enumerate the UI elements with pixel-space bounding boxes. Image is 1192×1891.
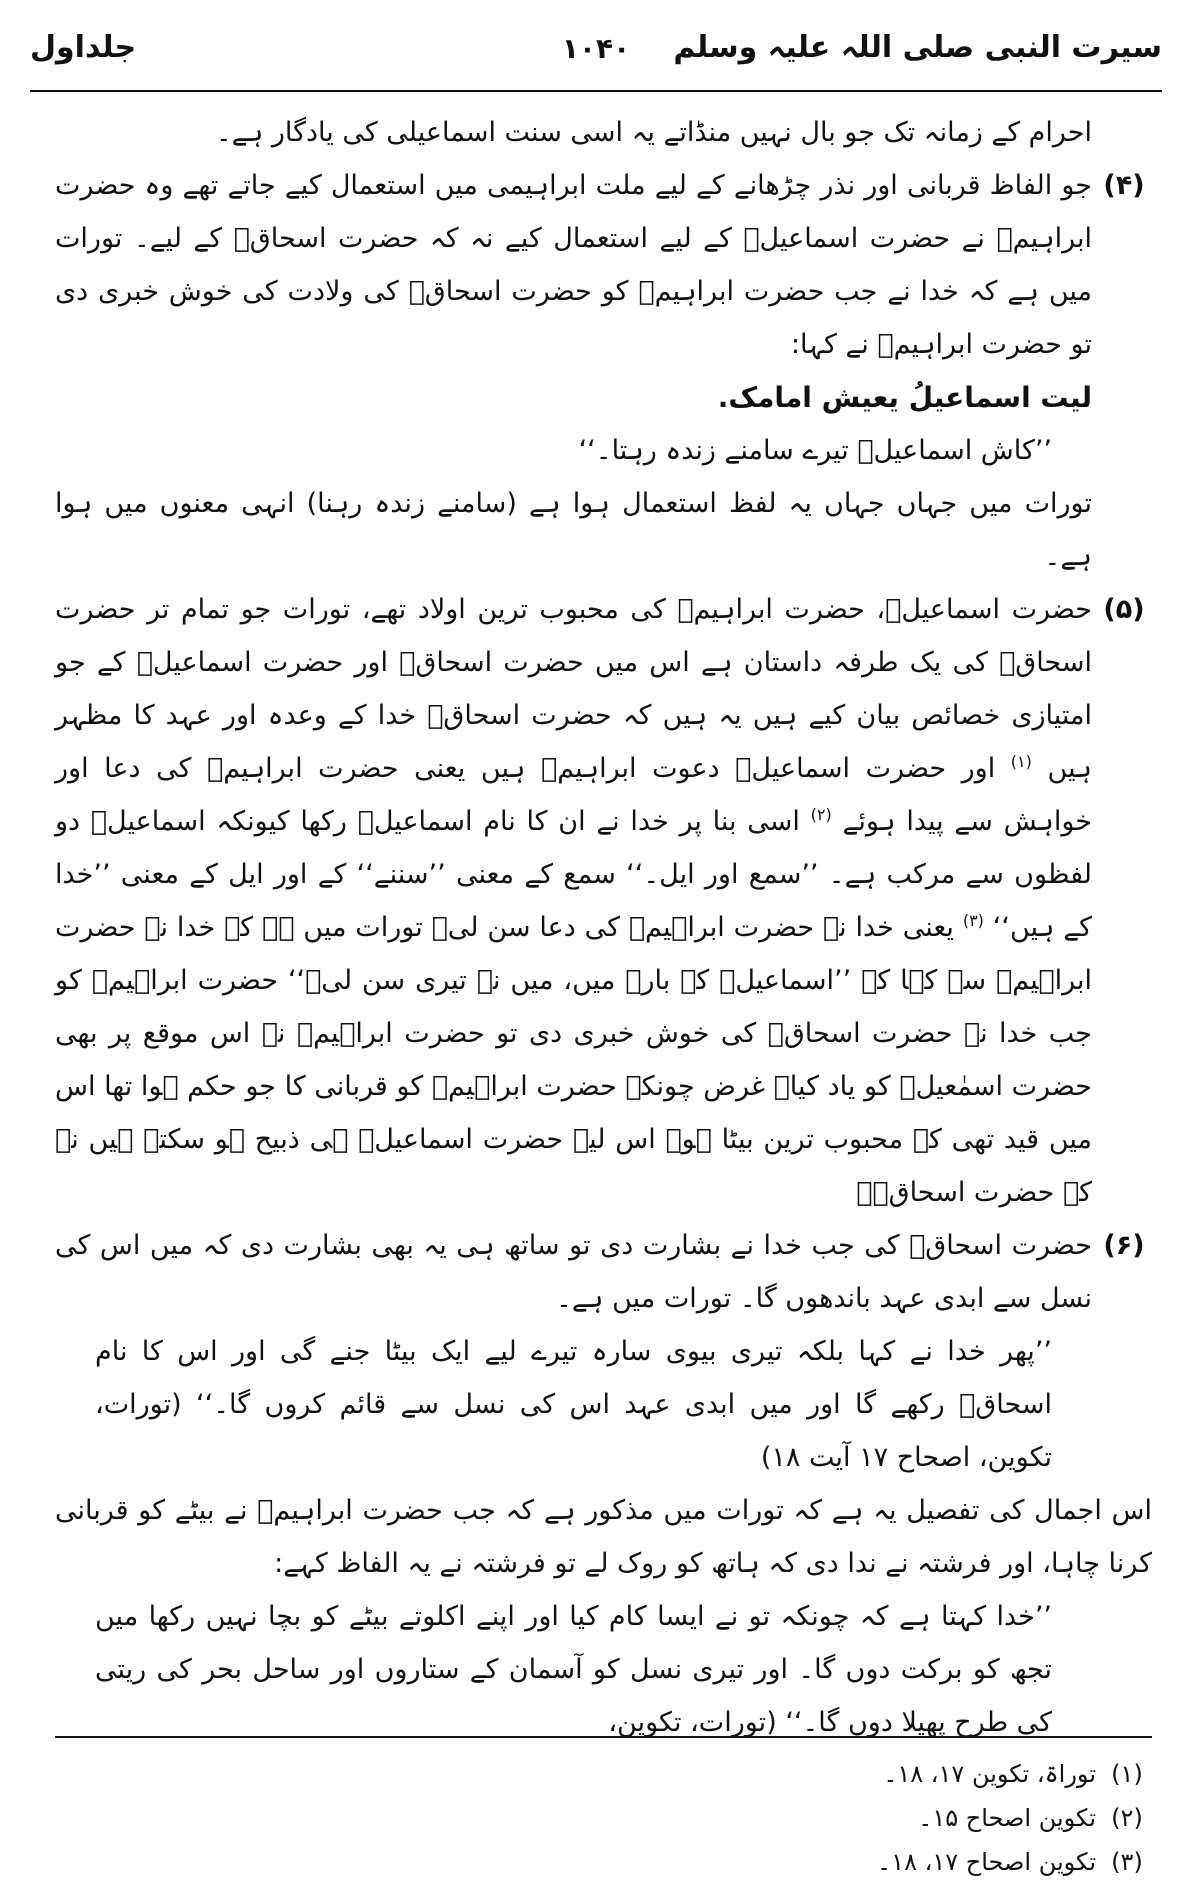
item-4-text: جو الفاظ قربانی اور نذر چڑھانے کے لیے ملت ابراہیمی میں استعمال کیے جاتے تھے وہ حضرت ابراہیمؑ نے حضرت اسماعیلؑ کے لیے استعمال کیے نہ کہ حضرت اسحاقؑ کے لیے۔ تورات میں ہے کہ خدا نے جب حضرت ابراہیمؑ کو حضرت اسحاقؑ کی ولادت کی خوش خبری دی تو حضرت ابراہیمؑ نے کہا: — [55, 170, 1092, 360]
arabic-quote: لیت اسماعیلُ یعیش امامک. — [717, 381, 1092, 414]
footnote-ref-3[interactable]: (۳) — [962, 911, 984, 930]
item-5-part-4: یعنی خدا نے حضرت ابراہیمؑ کی دعا سن لی۔ تورات میں ہے کہ خدا نے حضرت ابراہیمؑ سے کہا کہ ’’اسماعیلؑ کے بارے میں، میں نے تیری سن لی۔‘‘ حضرت ابراہیمؑ کو جب خدا نے حضرت اسحاقؑ کی خوش خبری دی تو حضرت ابراہیمؑ نے اس موقع پر بھی حضرت اسمٰعیلؑ کو یاد کیا۔ غرض چونکہ حضرت ابراہیمؑ کو قربانی کا جو حکم ہوا تھا اس میں قید تھی کہ محبوب ترین بیٹا ہو۔ اس لیے حضرت اسماعیلؑ ہی ذبیح ہو سکتے ہیں نہ کہ حضرت اسحاقؑ۔ — [55, 912, 1092, 1208]
quote-torah-1: ’’پھر خدا نے کہا بلکہ تیری بیوی سارہ تیرے لیے ایک بیٹا جنے گی اور اس کا نام اسحاقؑ رکھے گا اور میں ابدی عہد اس کی نسل سے قائم کروں گا۔‘‘ (تورات، تکوین، اصحاح ۱۷ آیت ۱۸) — [95, 1336, 1052, 1473]
footnote-text: تکوین اصحاح ۱۷، ۱۸۔ — [877, 1848, 1096, 1876]
item-number: (۴) — [1103, 170, 1145, 201]
page-number: ۱۰۴۰ — [561, 32, 631, 65]
volume-label: جلداول — [30, 30, 137, 65]
footnote-ref-2[interactable]: (۲) — [810, 805, 832, 824]
quote-translation: ’’کاش اسماعیلؑ تیرے سامنے زندہ رہتا۔‘‘ — [578, 435, 1052, 466]
item-number: (۶) — [1103, 1230, 1145, 1261]
book-title: سیرت النبی صلی اللہ علیہ وسلم — [673, 30, 1162, 65]
paragraph-ihram: احرام کے زمانہ تک جو بال نہیں منڈاتے یہ اسی سنت اسماعیلی کی یادگار ہے۔ — [215, 117, 1092, 148]
paragraph-tawrat: تورات میں جہاں جہاں یہ لفظ استعمال ہوا ہے (سامنے زندہ رہنا) انہی معنوں میں ہوا ہے۔ — [55, 488, 1092, 572]
item-5-part-3: اسی بنا پر خدا نے ان کا نام اسماعیلؑ رکھا کیونکہ اسماعیلؑ دو لفظوں سے مرکب ہے۔ ’’سمع اور ایل۔‘‘ سمع کے معنی ’’سننے‘‘ کے اور ایل کے معنی ’’خدا کے ہیں‘‘ — [55, 806, 1093, 943]
item-5 — [55, 583, 1152, 1219]
footnote-ref-1[interactable]: (۱) — [1010, 752, 1032, 771]
footnote — [55, 1840, 1152, 1884]
footnote-divider — [55, 1736, 1152, 1738]
item-6-text: حضرت اسحاقؑ کی جب خدا نے بشارت دی تو ساتھ ہی یہ بھی بشارت دی کہ میں اس کی نسل سے ابدی عہد باندھوں گا۔ تورات میں ہے۔ — [55, 1230, 1092, 1314]
footnote-text: تکوین اصحاح ۱۵۔ — [918, 1804, 1096, 1832]
footnote-number: (۲) — [1111, 1804, 1143, 1832]
footnote — [55, 1796, 1152, 1840]
item-5-text — [55, 583, 1092, 1219]
item-4 — [55, 159, 1152, 371]
footnote-text: توراۃ، تکوین ۱۷، ۱۸۔ — [883, 1760, 1096, 1788]
page-header — [30, 22, 1162, 84]
item-6 — [55, 1219, 1152, 1325]
item-number: (۵) — [1103, 594, 1145, 625]
main-text — [55, 106, 1152, 1749]
footnote — [55, 1752, 1152, 1796]
paragraph-ijmal: اس اجمال کی تفصیل یہ ہے کہ تورات میں مذکور ہے کہ جب حضرت ابراہیمؑ نے بیٹے کو قربانی کرنا چاہا، اور فرشتہ نے ندا دی کہ ہاتھ کو روک لے تو فرشتہ نے یہ الفاظ کہے: — [55, 1495, 1152, 1579]
item-5-part-1: حضرت اسماعیلؑ، حضرت ابراہیمؑ کی محبوب ترین اولاد تھے، تورات جو تمام تر حضرت اسحاقؑ کی یک طرفہ داستان ہے اس میں حضرت اسحاقؑ اور حضرت اسماعیلؑ کے جو امتیازی خصائص بیان کیے ہیں یہ ہیں کہ حضرت اسحاقؑ خدا کے وعدہ اور عہد کا مظہر ہیں — [55, 594, 1092, 784]
header-divider — [30, 90, 1162, 92]
footnote-number: (۳) — [1111, 1848, 1143, 1876]
footnotes — [55, 1752, 1152, 1884]
quote-torah-2: ’’خدا کہتا ہے کہ چونکہ تو نے ایسا کام کیا اور اپنے اکلوتے بیٹے کو بچا نہیں رکھا میں تجھ کو برکت دوں گا۔ اور تیری نسل کو آسمان کے ستاروں اور ساحل بحر کی ریتی کی طرح پھیلا دوں گا۔‘‘ (تورات، تکوین، — [95, 1601, 1052, 1738]
footnote-number: (۱) — [1111, 1760, 1143, 1788]
item-5-part-2: اور حضرت اسماعیلؑ دعوت ابراہیمؑ ہیں یعنی حضرت ابراہیمؑ کی دعا اور خواہش سے پیدا ہوئے — [55, 753, 1092, 837]
